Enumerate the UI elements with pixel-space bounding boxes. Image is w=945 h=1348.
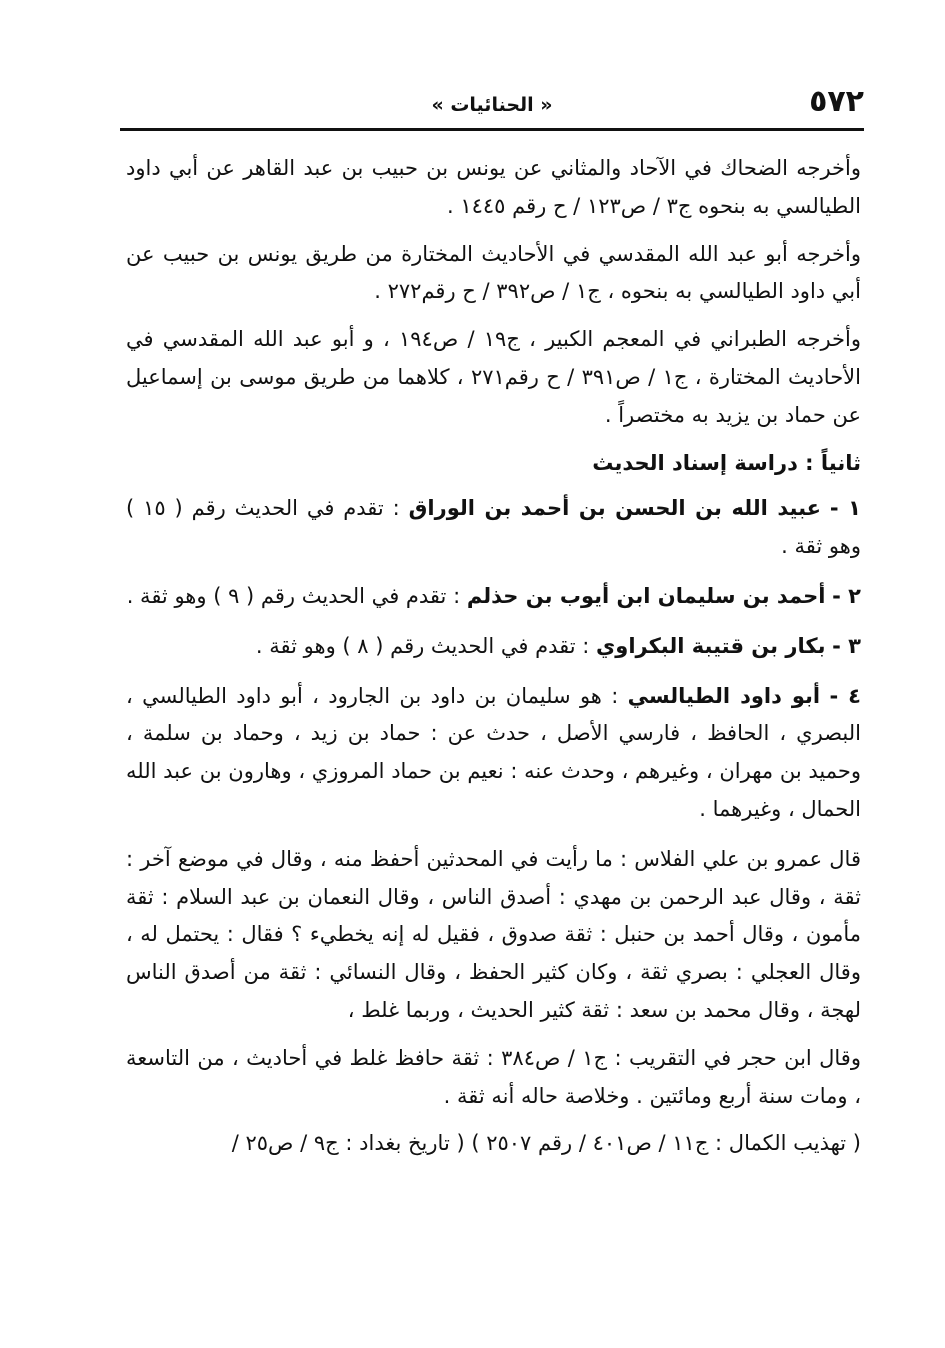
narrator-text: : هو سليمان بن داود بن الجارود ، أبو داود الطيالسي ، البصري ، الحافظ ، فارسي الأصل ، حدث عن : حماد بن زيد ، وحماد بن سلمة ، وحميد بن مهران ، وغيرهم ، وحدث عنه : نعيم بن حماد المروزي ، وهارون بن عبد الله الحمال ، وغيرهما .	[126, 683, 861, 821]
header-rule	[120, 128, 864, 131]
narrator-text: : تقدم في الحديث رقم ( ٩ ) وهو ثقة .	[126, 583, 467, 608]
narrator-item	[126, 578, 861, 616]
page-header	[120, 84, 864, 124]
item-number: ١ -	[829, 496, 861, 521]
narrator-item	[126, 490, 861, 566]
paragraph-ibn-hajar: وقال ابن حجر في التقريب : ج١ / ص٣٨٤ : ثقة حافظ غلط في أحاديث ، من التاسعة ، ومات سنة أربع ومائتين . وخلاصة حاله أنه ثقة .	[126, 1045, 861, 1108]
item-number: ٢ -	[832, 583, 861, 608]
narrator-text: : تقدم في الحديث رقم ( ٨ ) وهو ثقة .	[255, 633, 597, 658]
item-number: ٤ -	[829, 683, 861, 708]
section-title: ثانياً : دراسة إسناد الحديث	[592, 450, 861, 475]
narrator-name: أحمد بن سليمان ابن أيوب بن حذلم	[466, 583, 826, 608]
paragraph-takhrij-1: وأخرجه الضحاك في الآحاد والمثاني عن يونس بن حبيب بن عبد القاهر عن أبي داود الطيالسي به بنحوه ج٣ / ص١٢٣ / ح رقم ١٤٤٥ .	[126, 156, 861, 218]
narrator-name: أبو داود الطيالسي	[627, 683, 821, 708]
narrator-item	[126, 678, 861, 829]
narrator-name: عبيد الله بن الحسن بن أحمد بن الوراق	[408, 496, 822, 521]
item-number: ٣ -	[832, 633, 861, 658]
page-number: ٥٧٢	[809, 84, 864, 119]
paragraph-jarh-tadil: قال عمرو بن علي الفلاس : ما رأيت في المحدثين أحفظ منه ، وقال في موضع آخر : ثقة ، وقال عبد الرحمن بن مهدي : أصدق الناس ، وقال النعمان بن عبد السلام : ثقة مأمون ، وقال أحمد بن حنبل : ثقة صدوق ، فقيل له إنه يخطيء ؟ فقال : يحتمل له ، وقال العجلي : بصري ثقة ، وكان كثير الحفظ ، وقال النسائي : ثقة من أصدق الناس لهجة ، وقال محمد بن سعد : ثقة كثير الحديث ، وربما غلط ،	[126, 846, 861, 1022]
paragraph-references: ( تهذيب الكمال : ج١١ / ص٤٠١ / رقم ٢٥٠٧ ) ( تاريخ بغداد : ج٩ / ص٢٥ /	[231, 1131, 861, 1156]
running-title: « الحنائيات »	[431, 94, 553, 116]
paragraph-takhrij-2: وأخرجه أبو عبد الله المقدسي في الأحاديث المختارة من طريق يونس بن حبيب عن أبي داود الطيالسي به بنحوه ، ج١ / ص٣٩٢ / ح رقم٢٧٢ .	[126, 241, 861, 304]
paragraph-takhrij-3: وأخرجه الطبراني في المعجم الكبير ، ج١٩ / ص١٩٤ ، و أبو عبد الله المقدسي في الأحاديث المختارة ، ج١ / ص٣٩١ / ح رقم٢٧١ ، كلاهما من طريق موسى بن إسماعيل عن حماد بن يزيد به مختصراً .	[126, 327, 861, 427]
narrator-text: : تقدم في الحديث رقم ( ١٥ ) وهو ثقة .	[126, 496, 861, 559]
narrator-item	[126, 628, 861, 666]
narrator-name: بكار بن قتيبة البكراوي	[596, 633, 826, 658]
page-body	[126, 150, 861, 1173]
